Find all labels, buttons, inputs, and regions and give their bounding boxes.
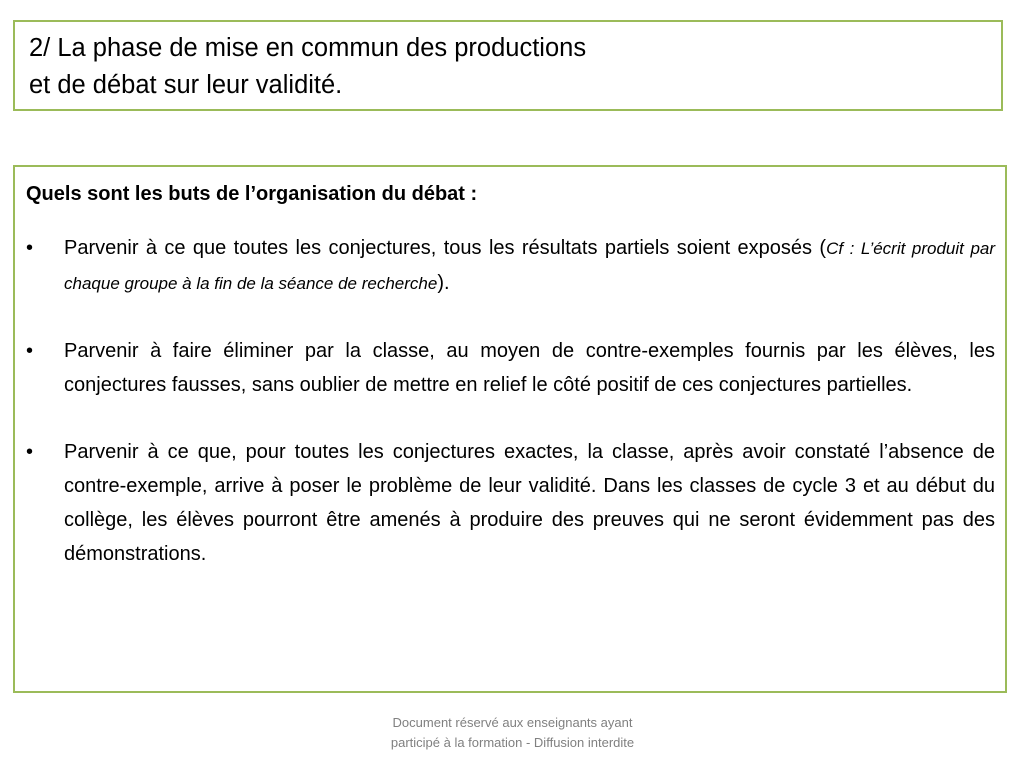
slide-title-line-2: et de débat sur leur validité. bbox=[29, 71, 343, 99]
slide-content-frame bbox=[13, 165, 1007, 693]
footer-line-2: participé à la formation - Diffusion interdite bbox=[390, 735, 635, 750]
slide-title-frame bbox=[13, 20, 1003, 111]
bullet-list bbox=[26, 231, 995, 571]
bullet-dot-icon: • bbox=[26, 237, 34, 259]
bullet-item bbox=[26, 231, 995, 301]
bullet-text-end: ). bbox=[437, 272, 450, 294]
footer-notice bbox=[300, 713, 725, 753]
bullet-note: Cf : L’écrit produit par chaque groupe à la fin de la séance de recherche bbox=[64, 239, 996, 293]
bullet-text: Parvenir à faire éliminer par la classe, au moyen de contre-exemples fournis par les élèves, les conjectures fausses, sans oublier de mettre en relief le côté positif de ces conjectures partielles. bbox=[64, 340, 995, 396]
bullet-item bbox=[26, 435, 995, 571]
bullet-text bbox=[64, 231, 995, 301]
footer-line-1: Document réservé aux enseignants ayant bbox=[392, 715, 633, 730]
bullet-dot-icon: • bbox=[26, 340, 34, 362]
bullet-dot-icon: • bbox=[26, 441, 34, 463]
content-heading: Quels sont les buts de l’organisation du débat : bbox=[26, 183, 478, 205]
slide-title-line-1: 2/ La phase de mise en commun des productions bbox=[29, 34, 587, 62]
bullet-text-start: Parvenir à ce que toutes les conjectures, tous les résultats partiels soient exposés ( bbox=[64, 237, 827, 259]
bullet-item bbox=[26, 334, 995, 402]
bullet-text: Parvenir à ce que, pour toutes les conjectures exactes, la classe, après avoir constaté l’absence de contre-exemple, arrive à poser le problème de leur validité. Dans les classes de cycle 3 et au début du collège, les élèves pourront être amenés à produire des preuves qui ne seront évidemment pas des démonstrations. bbox=[64, 441, 995, 565]
